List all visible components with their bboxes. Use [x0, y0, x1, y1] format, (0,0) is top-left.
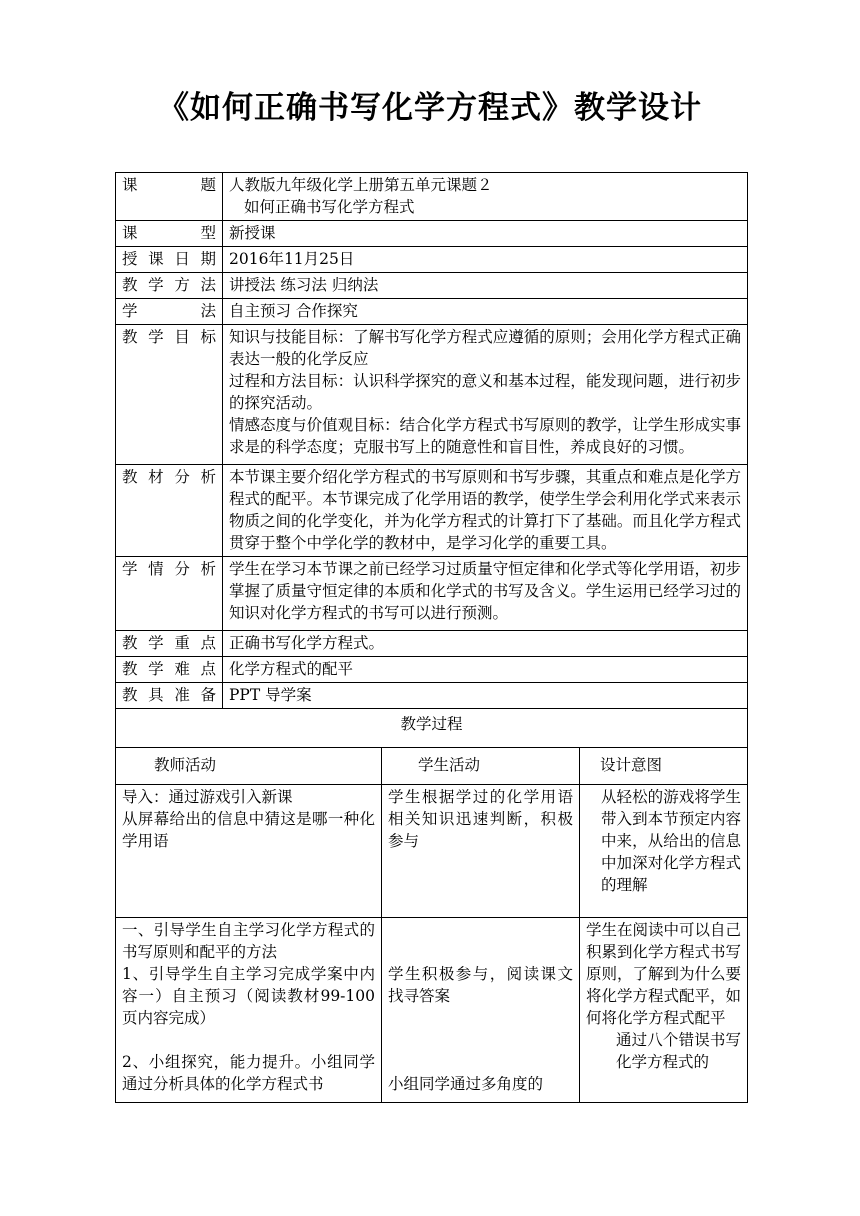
info-label: 学情分析 — [116, 557, 223, 630]
info-value-line: 情感态度与价值观目标：结合化学方程式书写原则的教学，让学生形成实事求是的科学态度；克服书写上的随意性和盲目性，养成良好的习惯。 — [229, 416, 741, 456]
document-title: 《如何正确书写化学方程式》教学设计 — [158, 90, 702, 126]
info-row-learning — [116, 299, 748, 325]
info-value-line: 过程和方法目标：认识科学探究的意义和基本过程，能发现问题，进行初步的探究活动。 — [229, 372, 741, 412]
info-value-line: 本节课主要介绍化学方程式的书写原则和书写步骤，其重点和难点是化学方程式的配平。本节课完成了化学用语的教学，使学生学会利用化学式来表示物质之间的化学变化，并为化学方程式的计算打下了基础。而且化学方程式贯穿于整个中学化学的教材中，是学习化学的重要工具。 — [229, 468, 741, 552]
header-student-activity: 学生活动 — [382, 748, 580, 784]
info-value — [223, 465, 748, 556]
info-value — [223, 221, 748, 246]
info-value-line: 如何正确书写化学方程式 — [244, 198, 415, 216]
info-label: 教学难点 — [116, 657, 223, 682]
lesson-plan-table — [115, 172, 748, 1103]
info-value — [223, 557, 748, 630]
student-activity-cell — [382, 785, 580, 917]
info-value-line: 新授课 — [229, 224, 276, 242]
info-value — [223, 325, 748, 464]
info-value — [223, 657, 748, 682]
info-row-topic — [116, 173, 748, 221]
info-row-method — [116, 273, 748, 299]
info-row-goals — [116, 325, 748, 465]
info-row-type — [116, 221, 748, 247]
text-line: 1、引导学生自主学习完成学案中内容一）自主预习（阅读教材99-100页内容完成） — [122, 965, 375, 1027]
text-line: 学生在阅读中可以自己积累到化学方程式书写原则，了解到为什么要将化学方程式配平，如何将化学方程式配平 — [586, 921, 742, 1027]
text-line: 从屏幕给出的信息中猜这是哪一种化学用语 — [122, 810, 375, 850]
info-value-line: 学生在学习本节课之前已经学习过质量守恒定律和化学式等化学用语，初步掌握了质量守恒定律的本质和化学式的书写及含义。学生运用已经学习过的知识对化学方程式的书写可以进行预测。 — [229, 560, 741, 622]
process-header-row — [116, 748, 748, 785]
info-value — [223, 631, 748, 656]
info-value — [223, 683, 748, 708]
info-value-line: 正确书写化学方程式。 — [229, 634, 385, 652]
info-value — [223, 299, 748, 324]
info-label: 课 题 — [116, 173, 223, 220]
info-row-students — [116, 557, 748, 631]
design-intent-cell — [580, 785, 748, 917]
process-section-title: 教学过程 — [116, 709, 748, 747]
info-row-difficulty — [116, 657, 748, 683]
info-label: 教具准备 — [116, 683, 223, 708]
info-row-date — [116, 247, 748, 273]
teacher-activity-cell — [116, 918, 382, 1102]
header-design-intent: 设计意图 — [580, 748, 748, 784]
info-label: 教学重点 — [116, 631, 223, 656]
process-row-intro — [116, 785, 748, 918]
info-value — [223, 173, 748, 220]
info-value-line: PPT 导学案 — [229, 686, 312, 704]
info-value-line: 自主预习 合作探究 — [229, 302, 358, 320]
header-teacher-activity: 教师活动 — [116, 748, 382, 784]
info-label: 课 型 — [116, 221, 223, 246]
info-value-line: 讲授法 练习法 归纳法 — [229, 276, 379, 294]
text-line: 2、小组探究，能力提升。小组同学通过分析具体的化学方程式书 — [122, 1053, 375, 1093]
process-section-row — [116, 709, 748, 748]
text-line: 小组同学通过多角度的 — [388, 1075, 544, 1093]
info-label: 教学目标 — [116, 325, 223, 464]
text-line: 导入：通过游戏引入新课 — [122, 788, 293, 806]
process-row-self-study — [116, 918, 748, 1103]
info-row-focus — [116, 631, 748, 657]
info-value-line: 2016年11月25日 — [229, 250, 355, 268]
text-line: 学生积极参与，阅读课文找寻答案 — [388, 965, 573, 1005]
student-activity-cell — [382, 918, 580, 1102]
text-line: 通过八个错误书写化学方程式的 — [616, 1031, 741, 1071]
info-label: 授课日期 — [116, 247, 223, 272]
info-row-tools — [116, 683, 748, 709]
info-value — [223, 273, 748, 298]
info-label: 教学方法 — [116, 273, 223, 298]
info-label: 学 法 — [116, 299, 223, 324]
info-value-line: 人教版九年级化学上册第五单元课题２ — [229, 176, 493, 194]
text-line: 一、引导学生自主学习化学方程式的书写原则和配平的方法 — [122, 921, 375, 961]
info-value — [223, 247, 748, 272]
info-label: 教材分析 — [116, 465, 223, 556]
design-intent-cell — [580, 918, 748, 1102]
text-line: 从轻松的游戏将学生带入到本节预定内容中来，从给出的信息中加深对化学方程式的理解 — [601, 788, 741, 894]
info-value-line: 知识与技能目标：了解书写化学方程式应遵循的原则；会用化学方程式正确表达一般的化学反应 — [229, 328, 741, 368]
text-line: 学生根据学过的化学用语相关知识迅速判断，积极参与 — [388, 788, 573, 850]
info-row-textbook — [116, 465, 748, 557]
info-value-line: 化学方程式的配平 — [229, 660, 354, 678]
teacher-activity-cell — [116, 785, 382, 917]
